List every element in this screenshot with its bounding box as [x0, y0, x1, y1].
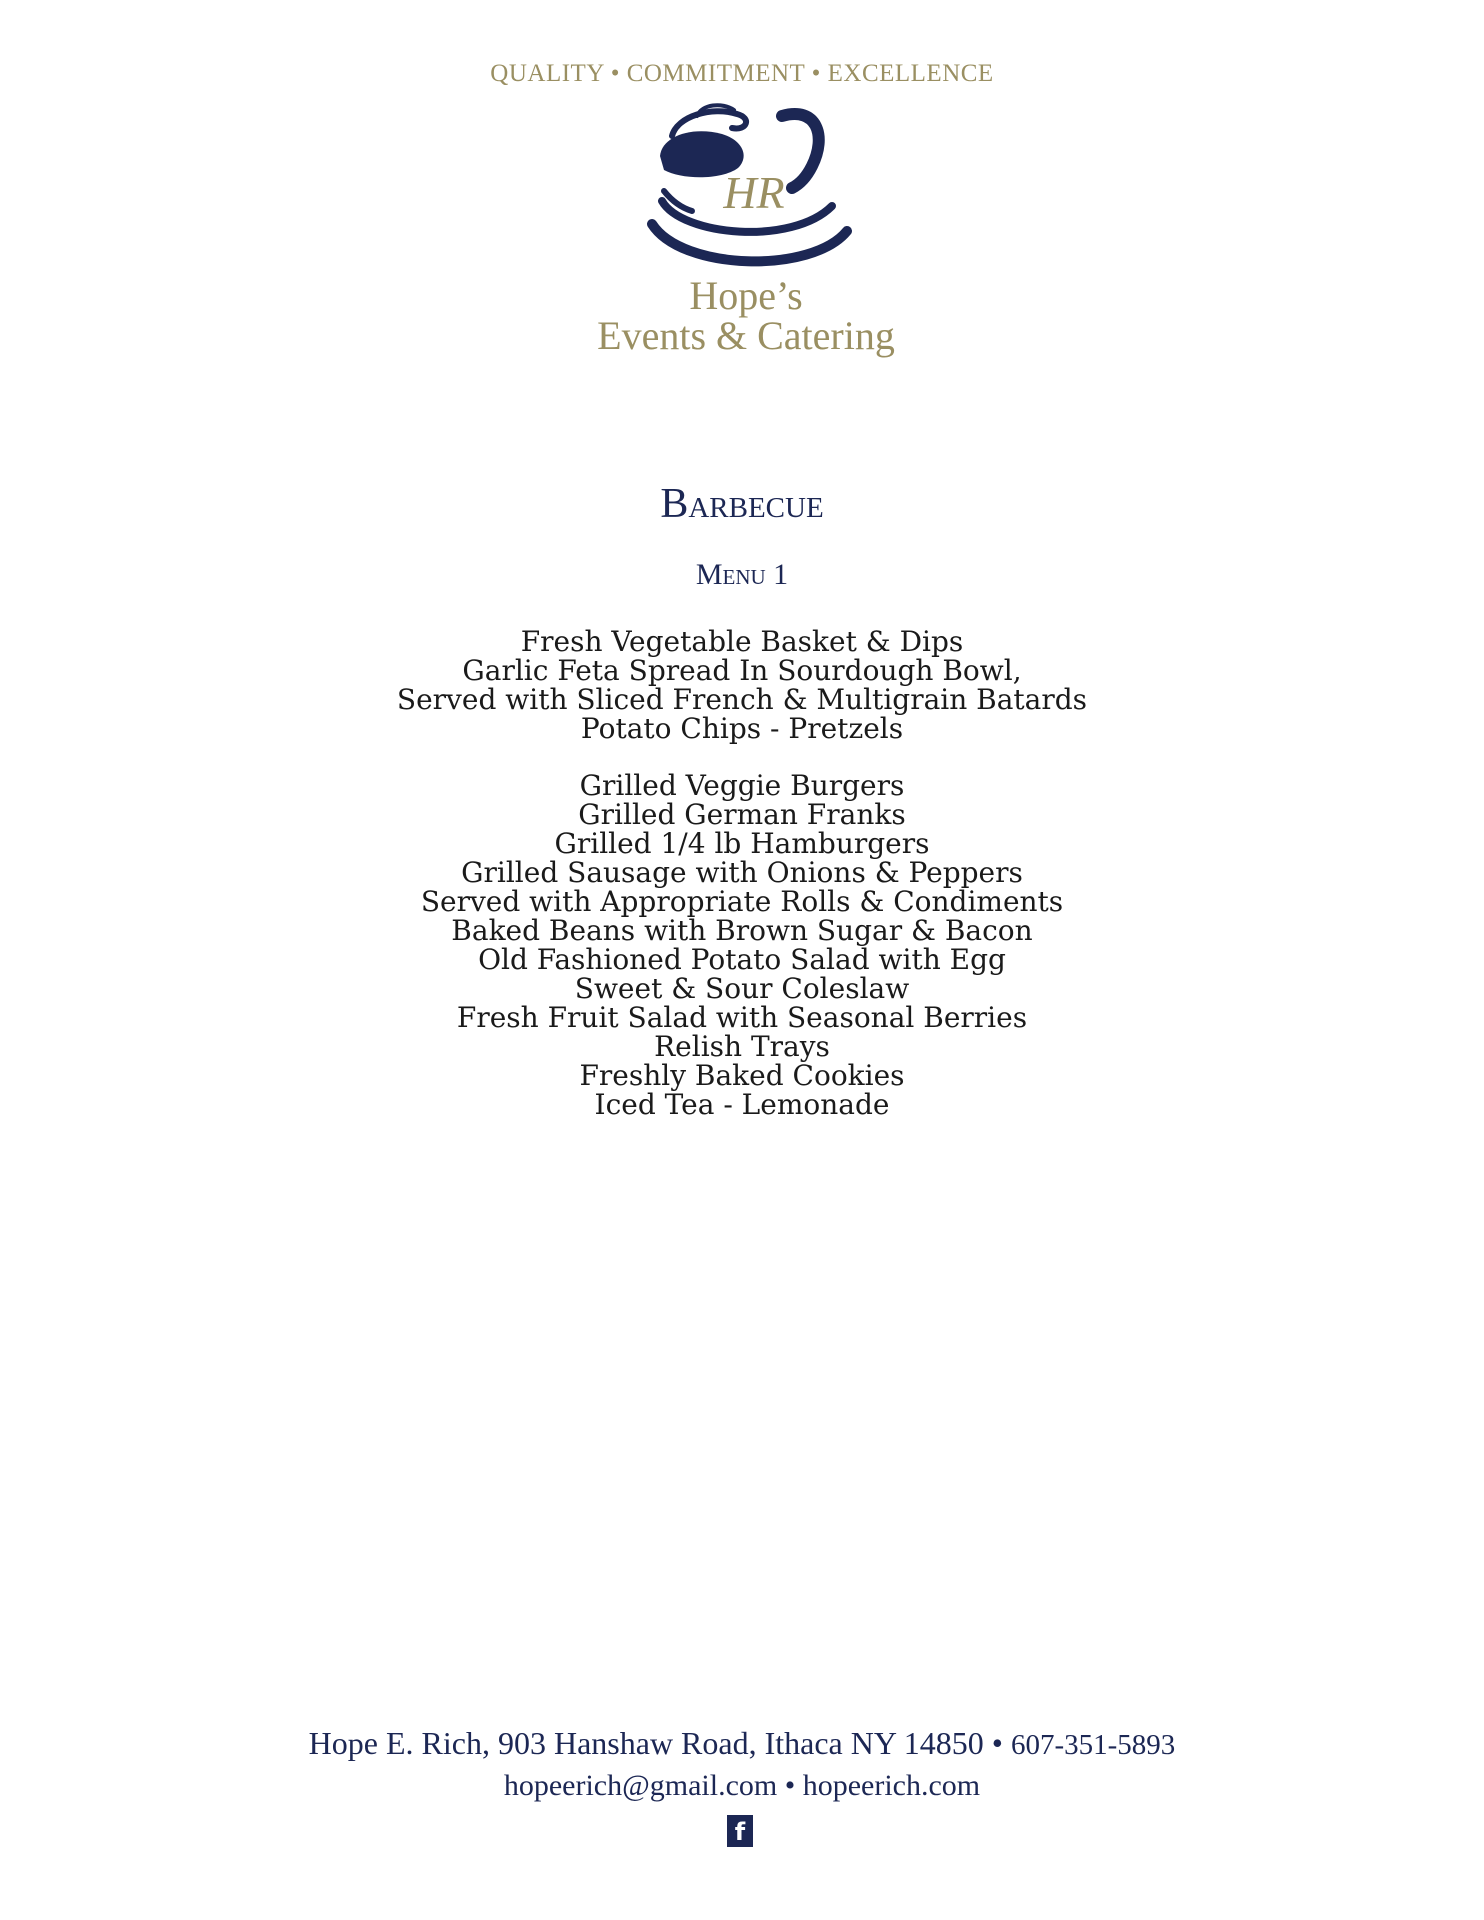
menu-group-mains [0, 771, 1484, 1119]
menu-item: Relish Trays [654, 1030, 830, 1063]
menu-item: Fresh Fruit Salad with Seasonal Berries [456, 1001, 1028, 1034]
menu-title: Barbecue [660, 481, 824, 527]
address-text: Hope E. Rich, 903 Hanshaw Road, Ithaca NY 14850 • [308, 1725, 1011, 1761]
footer-address [0, 1725, 1484, 1762]
catering-logo [642, 96, 852, 286]
menu-item: Grilled Sausage with Onions & Peppers [461, 856, 1023, 889]
menu-item: Iced Tea - Lemonade [594, 1088, 890, 1121]
menu-item: Old Fashioned Potato Salad with Egg [478, 943, 1006, 976]
brand-name [0, 273, 1484, 358]
menu-item: Garlic Feta Spread In Sourdough Bowl, [462, 654, 1022, 687]
footer-contact[interactable]: hopeerich@gmail.com • hopeerich.com [503, 1769, 981, 1802]
tagline: QUALITY • COMMITMENT • EXCELLENCE [490, 60, 994, 87]
menu-subtitle: Menu 1 [695, 558, 789, 591]
facebook-icon[interactable]: f [727, 1815, 753, 1847]
logo-monogram: HR [723, 167, 785, 218]
menu-item: Fresh Vegetable Basket & Dips [520, 625, 964, 658]
menu-item: Grilled German Franks [578, 798, 906, 831]
menu-item: Freshly Baked Cookies [579, 1059, 905, 1092]
menu-group-appetizers [0, 627, 1484, 743]
brand-line-2: Events & Catering [597, 313, 895, 358]
menu-item: Potato Chips - Pretzels [580, 712, 904, 745]
logo-handle [782, 114, 819, 188]
menu-item: Sweet & Sour Coleslaw [574, 972, 910, 1005]
menu-item: Served with Appropriate Rolls & Condiments [420, 885, 1064, 918]
menu-item: Grilled Veggie Burgers [579, 769, 905, 802]
menu-item: Grilled 1/4 lb Hamburgers [554, 827, 930, 860]
menu-item: Served with Sliced French & Multigrain Batards [396, 683, 1088, 716]
brand-line-1: Hope’s [689, 273, 803, 318]
menu-item: Baked Beans with Brown Sugar & Bacon [451, 914, 1033, 947]
phone-number[interactable]: 607-351-5893 [1010, 1729, 1176, 1761]
